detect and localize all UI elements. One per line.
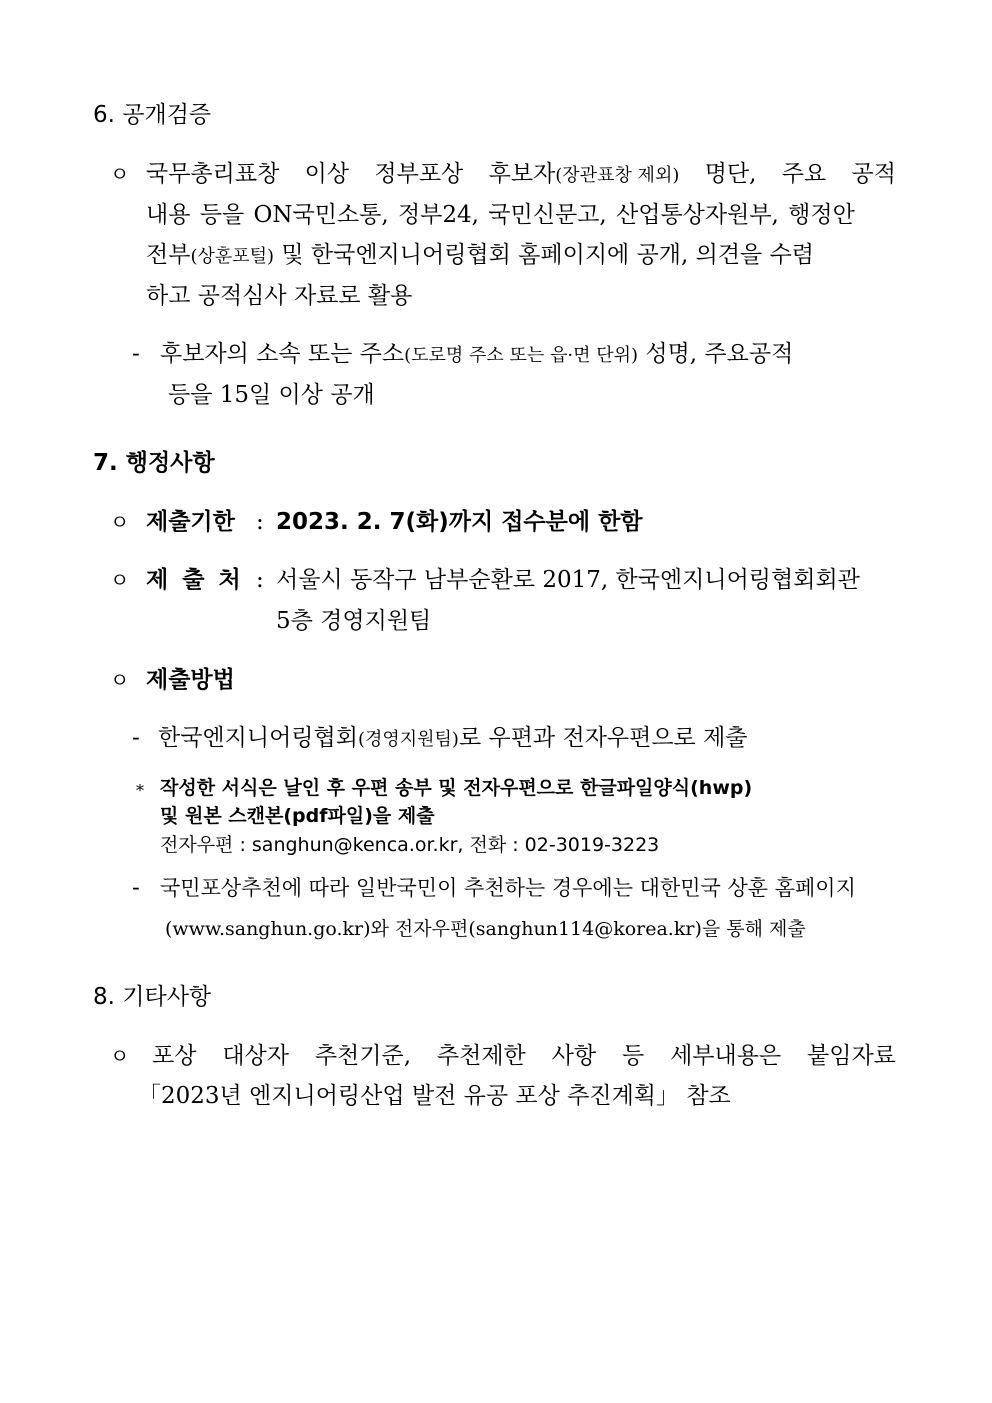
text-span: 로 우편과 전자우편으로 제출 — [458, 725, 748, 751]
text-span: 성명, 주요공적 — [645, 341, 794, 367]
s6-sub-line-2: 등을 15일 이상 공개 — [168, 382, 375, 408]
place-separator: : — [256, 567, 264, 593]
text-span: (상훈포털) — [190, 246, 275, 267]
note-star: * — [136, 781, 144, 800]
bullet-marker: ㅇ — [110, 1044, 130, 1068]
text-word: 포상 — [152, 1043, 197, 1069]
s8-line-1 — [152, 1042, 896, 1070]
section-6-heading: 6. 공개검증 — [93, 102, 212, 128]
note-line-2: 및 원본 스캔본(pdf파일)을 제출 — [160, 805, 435, 827]
bullet-marker: ㅇ — [110, 668, 130, 692]
text-word: 주요 — [781, 161, 827, 187]
s8-line-2: 「2023년 엔지니어링산업 발전 유공 포상 추진계획」 참조 — [138, 1083, 731, 1109]
text-word: 세부내용은 — [670, 1043, 782, 1069]
place-line-2: 5층 경영지원팀 — [276, 608, 432, 634]
deadline-separator: : — [256, 509, 264, 535]
text-span: (도로명 주소 또는 읍·면 단위) — [404, 345, 639, 366]
deadline-label: 제출기한 — [146, 509, 235, 535]
text-word: 공적 — [851, 161, 896, 187]
text-span: 한국엔지니어링협회 — [158, 725, 358, 751]
method-label: 제출방법 — [146, 667, 235, 693]
text-word: 붙임자료 — [807, 1043, 896, 1069]
bullet-marker: ㅇ — [110, 568, 130, 592]
method-line-3: (www.sanghun.go.kr)와 전자우편(sanghun114@korea.kr)을 통해 제출 — [165, 918, 806, 940]
text-word: (장관표창 제외) — [555, 165, 680, 186]
text-span: 후보자의 소속 또는 주소 — [160, 341, 405, 367]
text-word: 정부포상 — [374, 161, 464, 187]
s6-para-line-1 — [146, 160, 896, 190]
text-word: 등 — [621, 1043, 645, 1069]
text-word: 대상자 — [222, 1043, 289, 1069]
method-line-2: 국민포상추천에 따라 일반국민이 추천하는 경우에는 대한민국 상훈 홈페이지 — [160, 876, 856, 900]
s6-para-line-2: 내용 등을 ON국민소통, 정부24, 국민신문고, 산업통상자원부, 행정안 — [146, 202, 855, 228]
s6-sub-line-1 — [160, 340, 896, 370]
dash-marker: - — [132, 875, 140, 901]
section-8-heading: 8. 기타사항 — [93, 984, 212, 1010]
bullet-marker: ㅇ — [110, 510, 130, 534]
text-word: 추천제한 — [436, 1043, 526, 1069]
dash-marker: - — [132, 341, 140, 367]
place-line-1: 서울시 동작구 남부순환로 2017, 한국엔지니어링협회회관 — [276, 567, 860, 593]
section-7-heading: 7. 행정사항 — [93, 450, 215, 476]
place-label: 제 출 처 — [146, 567, 244, 593]
s6-para-line-3 — [146, 241, 896, 271]
note-line-1: 작성한 서식은 날인 후 우편 송부 및 전자우편으로 한글파일양식(hwp) — [160, 777, 753, 799]
dash-marker: - — [132, 725, 140, 751]
text-word: 후보자 — [488, 161, 556, 187]
s6-para-line-4: 하고 공적심사 자료로 활용 — [146, 283, 413, 309]
method-line-1 — [158, 724, 748, 754]
deadline-value: 2023. 2. 7(화)까지 접수분에 한함 — [276, 509, 643, 535]
note-line-3: 전자우편 : sanghun@kenca.or.kr, 전화 : 02-3019-3223 — [160, 834, 660, 856]
text-word: 사항 — [551, 1043, 597, 1069]
text-word: 국무총리표창 — [146, 161, 280, 187]
text-word: 이상 — [304, 161, 350, 187]
text-span: 및 한국엔지니어링협회 홈페이지에 공개, 의견을 수렴 — [281, 242, 815, 268]
text-word: 추천기준, — [314, 1043, 412, 1069]
text-span: (경영지원팀) — [357, 729, 459, 750]
text-word: 명단, — [704, 161, 757, 187]
bullet-marker: ㅇ — [110, 162, 130, 186]
text-span: 전부 — [146, 242, 191, 268]
